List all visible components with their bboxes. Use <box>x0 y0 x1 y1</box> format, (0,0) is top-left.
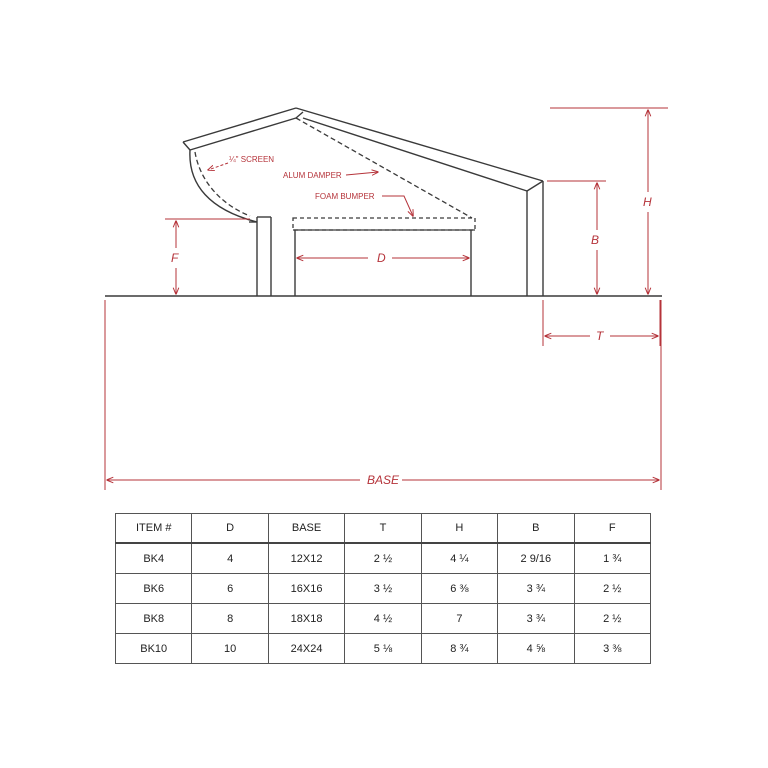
table-cell: 4 ½ <box>345 604 421 634</box>
table-cell: 8 <box>192 604 268 634</box>
table-cell: 4 ¼ <box>421 543 497 574</box>
table-cell: 6 <box>192 574 268 604</box>
dimension-f-label: F <box>171 251 179 265</box>
hood-outline <box>183 108 543 296</box>
table-header-row <box>116 514 651 544</box>
table-cell: 16X16 <box>268 574 344 604</box>
dimension-base-label: BASE <box>367 473 400 487</box>
table-row <box>116 543 651 574</box>
dimension-d-label: D <box>377 251 386 265</box>
table-cell: 1 ¾ <box>574 543 650 574</box>
dimension-base <box>105 300 661 490</box>
table-row <box>116 604 651 634</box>
table-cell: 2 ½ <box>345 543 421 574</box>
table-cell: 5 ⅛ <box>345 634 421 664</box>
header-item: ITEM # <box>116 514 192 544</box>
table-cell: 3 ¾ <box>498 604 574 634</box>
table-cell: BK8 <box>116 604 192 634</box>
table-row <box>116 574 651 604</box>
table-cell: 3 ⅜ <box>574 634 650 664</box>
table-cell: 8 ¾ <box>421 634 497 664</box>
table-cell: 2 ½ <box>574 604 650 634</box>
table-cell: 2 9/16 <box>498 543 574 574</box>
header-d: D <box>192 514 268 544</box>
table-cell: 24X24 <box>268 634 344 664</box>
screen-callout <box>208 155 274 170</box>
table-cell: 10 <box>192 634 268 664</box>
dimension-t-label: T <box>596 329 604 343</box>
table-cell: 4 ⅝ <box>498 634 574 664</box>
dimension-h-label: H <box>643 195 652 209</box>
table-cell: 18X18 <box>268 604 344 634</box>
table-row <box>116 634 651 664</box>
header-b: B <box>498 514 574 544</box>
alum-damper-label: ALUM DAMPER <box>283 171 342 180</box>
header-h: H <box>421 514 497 544</box>
dimension-b-label: B <box>591 233 600 247</box>
dimensions-table <box>115 513 651 664</box>
foam-bumper-label: FOAM BUMPER <box>315 192 375 201</box>
alum-damper-callout <box>283 171 378 180</box>
table-cell: 2 ½ <box>574 574 650 604</box>
header-base: BASE <box>268 514 344 544</box>
header-f: F <box>574 514 650 544</box>
header-t: T <box>345 514 421 544</box>
table-cell: 6 ⅜ <box>421 574 497 604</box>
table-cell: 3 ½ <box>345 574 421 604</box>
table-cell: BK4 <box>116 543 192 574</box>
alum-damper <box>195 118 472 218</box>
foam-bumper <box>293 218 475 230</box>
table-cell: 12X12 <box>268 543 344 574</box>
table-cell: 3 ¾ <box>498 574 574 604</box>
table-cell: BK10 <box>116 634 192 664</box>
table-cell: 4 <box>192 543 268 574</box>
screen-label: ¼" SCREEN <box>229 155 275 164</box>
foam-bumper-callout <box>315 192 413 216</box>
table-cell: 7 <box>421 604 497 634</box>
table-cell: BK6 <box>116 574 192 604</box>
